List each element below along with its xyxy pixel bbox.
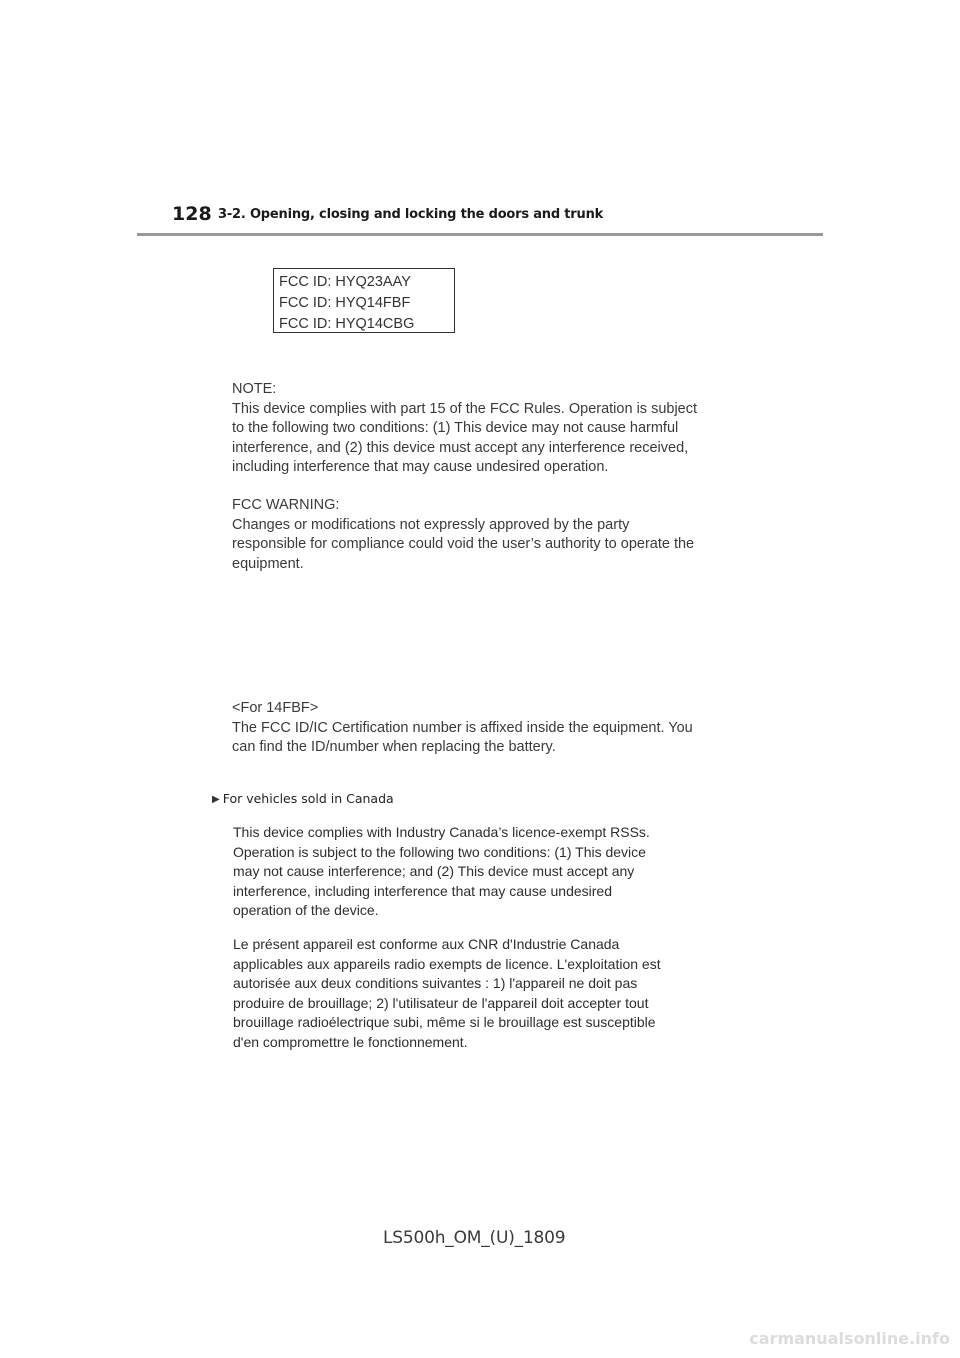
canada-en-line: operation of the device.	[233, 902, 379, 918]
fbf-note-block	[232, 699, 693, 758]
warning-line: equipment.	[232, 555, 304, 572]
document-code: LS500h_OM_(U)_1809	[383, 1228, 566, 1248]
fbf-line: can find the ID/number when replacing the battery.	[232, 739, 556, 755]
fcc-id-label-box	[273, 268, 455, 333]
header-divider	[137, 233, 823, 236]
page-number: 128	[172, 203, 212, 225]
fcc-id-line: FCC ID: HYQ14FBF	[279, 295, 411, 311]
fcc-id-line: FCC ID: HYQ14CBG	[279, 316, 415, 332]
canada-fr-line: applicables aux appareils radio exempts de licence. L'exploitation est	[233, 955, 661, 972]
canada-french-block	[233, 935, 661, 1052]
fcc-note-block	[232, 380, 697, 478]
warning-line: responsible for compliance could void the user’s authority to operate the	[232, 536, 695, 552]
note-line: including interference that may cause undesired operation.	[232, 459, 609, 475]
canada-en-line: interference, including interference that may cause undesired	[233, 882, 612, 899]
canada-en-line: Operation is subject to the following two conditions: (1) This device	[233, 843, 646, 860]
note-line: to the following two conditions: (1) This device may not cause harmful	[232, 420, 679, 436]
warning-heading: FCC WARNING:	[232, 497, 340, 513]
note-heading: NOTE:	[232, 381, 277, 397]
canada-fr-line: produire de brouillage; 2) l'utilisateur de l'appareil doit accepter tout	[233, 994, 649, 1011]
note-line: interference, and (2) this device must accept any interference received,	[232, 439, 689, 456]
fbf-heading: <For 14FBF>	[232, 700, 319, 716]
canada-fr-line: d'en compromettre le fonctionnement.	[233, 1033, 468, 1050]
canada-english-block	[233, 823, 650, 921]
fcc-warning-block	[232, 496, 694, 574]
canada-fr-line: brouillage radioélectrique subi, même si le brouillage est susceptible	[233, 1014, 656, 1030]
canada-section-label	[212, 791, 394, 806]
canada-label-text: For vehicles sold in Canada	[222, 791, 394, 806]
canada-en-line: may not cause interference; and (2) This device must accept any	[233, 863, 635, 879]
fcc-id-line: FCC ID: HYQ23AAY	[279, 274, 411, 290]
triangle-right-icon: ▶	[212, 794, 220, 805]
canada-en-line: This device complies with Industry Canada’s licence-exempt RSSs.	[233, 824, 650, 840]
fbf-line: The FCC ID/IC Certification number is affixed inside the equipment. You	[232, 719, 693, 736]
section-title: 3-2. Opening, closing and locking the doors and trunk	[218, 207, 604, 222]
canada-fr-line: Le présent appareil est conforme aux CNR d'Industrie Canada	[233, 936, 620, 952]
note-line: This device complies with part 15 of the FCC Rules. Operation is subject	[232, 400, 698, 417]
warning-line: Changes or modifications not expressly approved by the party	[232, 516, 630, 533]
watermark: carmanualsonline.info	[749, 1329, 950, 1348]
canada-fr-line: autorisée aux deux conditions suivantes : 1) l'appareil ne doit pas	[233, 975, 638, 991]
page-header	[0, 0, 960, 240]
